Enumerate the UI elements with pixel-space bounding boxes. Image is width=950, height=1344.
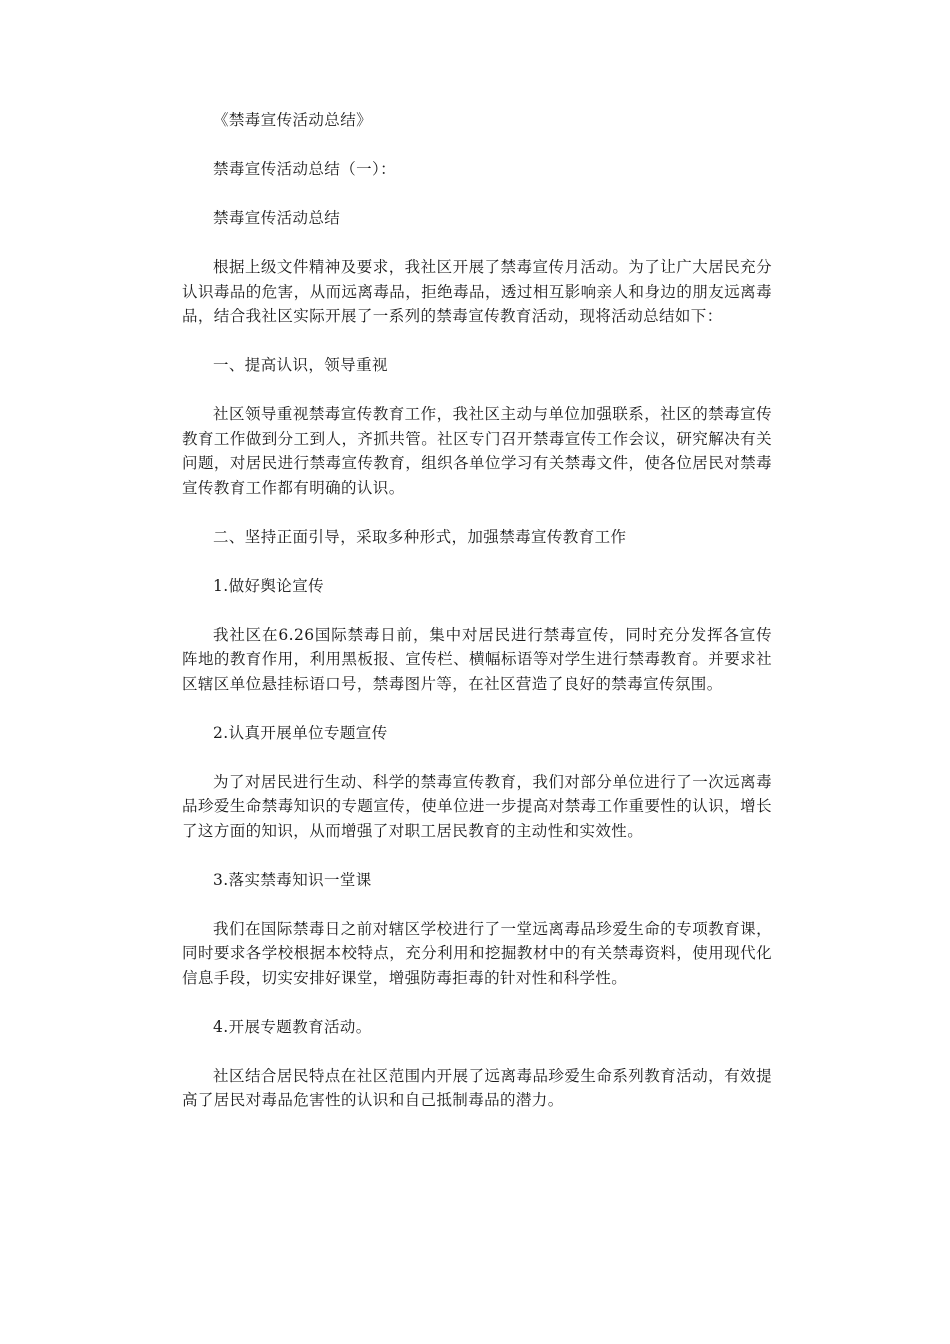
document-title: 《禁毒宣传活动总结》	[213, 111, 373, 129]
item3-heading: 3.落实禁毒知识一堂课	[213, 870, 372, 889]
part1-heading: 一、提高认识，领导重视	[213, 356, 388, 374]
item2-paragraph: 为了对居民进行生动、科学的禁毒宣传教育，我们对部分单位进行了一次远离毒品珍爱生命禁毒知识的专题宣传，使单位进一步提高对禁毒工作重要性的认识，增长了这方面的知识，从而增强了对职工居民教育的主动性和实效性。	[182, 772, 772, 840]
part1-paragraph: 社区领导重视禁毒宣传教育工作，我社区主动与单位加强联系，社区的禁毒宣传教育工作做到分工到人，齐抓共管。社区专门召开禁毒宣传工作会议，研究解决有关问题，对居民进行禁毒宣传教育，组织各单位学习有关禁毒文件，使各位居民对禁毒宣传教育工作都有明确的认识。	[182, 405, 772, 497]
item4-paragraph: 社区结合居民特点在社区范围内开展了远离毒品珍爱生命系列教育活动，有效提高了居民对毒品危害性的认识和自己抵制毒品的潜力。	[182, 1066, 772, 1109]
part2-heading: 二、坚持正面引导，采取多种形式，加强禁毒宣传教育工作	[213, 527, 627, 546]
section-title: 禁毒宣传活动总结	[213, 209, 341, 227]
item3-paragraph: 我们在国际禁毒日之前对辖区学校进行了一堂远离毒品珍爱生命的专项教育课，同时要求各学校根据本校特点，充分利用和挖掘教材中的有关禁毒资料，使用现代化信息手段，切实安排好课堂，增强防毒拒毒的针对性和科学性。	[182, 919, 772, 987]
item4-heading: 4.开展专题教育活动。	[213, 1017, 372, 1036]
document-subtitle: 禁毒宣传活动总结（一）：	[213, 160, 397, 178]
item1-heading: 1.做好舆论宣传	[213, 576, 324, 595]
document-body	[182, 108, 772, 1137]
item1-paragraph: 我社区在6.26国际禁毒日前，集中对居民进行禁毒宣传，同时充分发挥各宣传阵地的教育作用，利用黑板报、宣传栏、横幅标语等对学生进行禁毒教育。并要求社区辖区单位悬挂标语口号，禁毒图片等，在社区营造了良好的禁毒宣传氛围。	[182, 625, 772, 693]
item2-heading: 2.认真开展单位专题宣传	[213, 723, 388, 742]
intro-paragraph: 根据上级文件精神及要求，我社区开展了禁毒宣传月活动。为了让广大居民充分认识毒品的危害，从而远离毒品，拒绝毒品，透过相互影响亲人和身边的朋友远离毒品，结合我社区实际开展了一系列的禁毒宣传教育活动，现将活动总结如下：	[182, 258, 772, 325]
